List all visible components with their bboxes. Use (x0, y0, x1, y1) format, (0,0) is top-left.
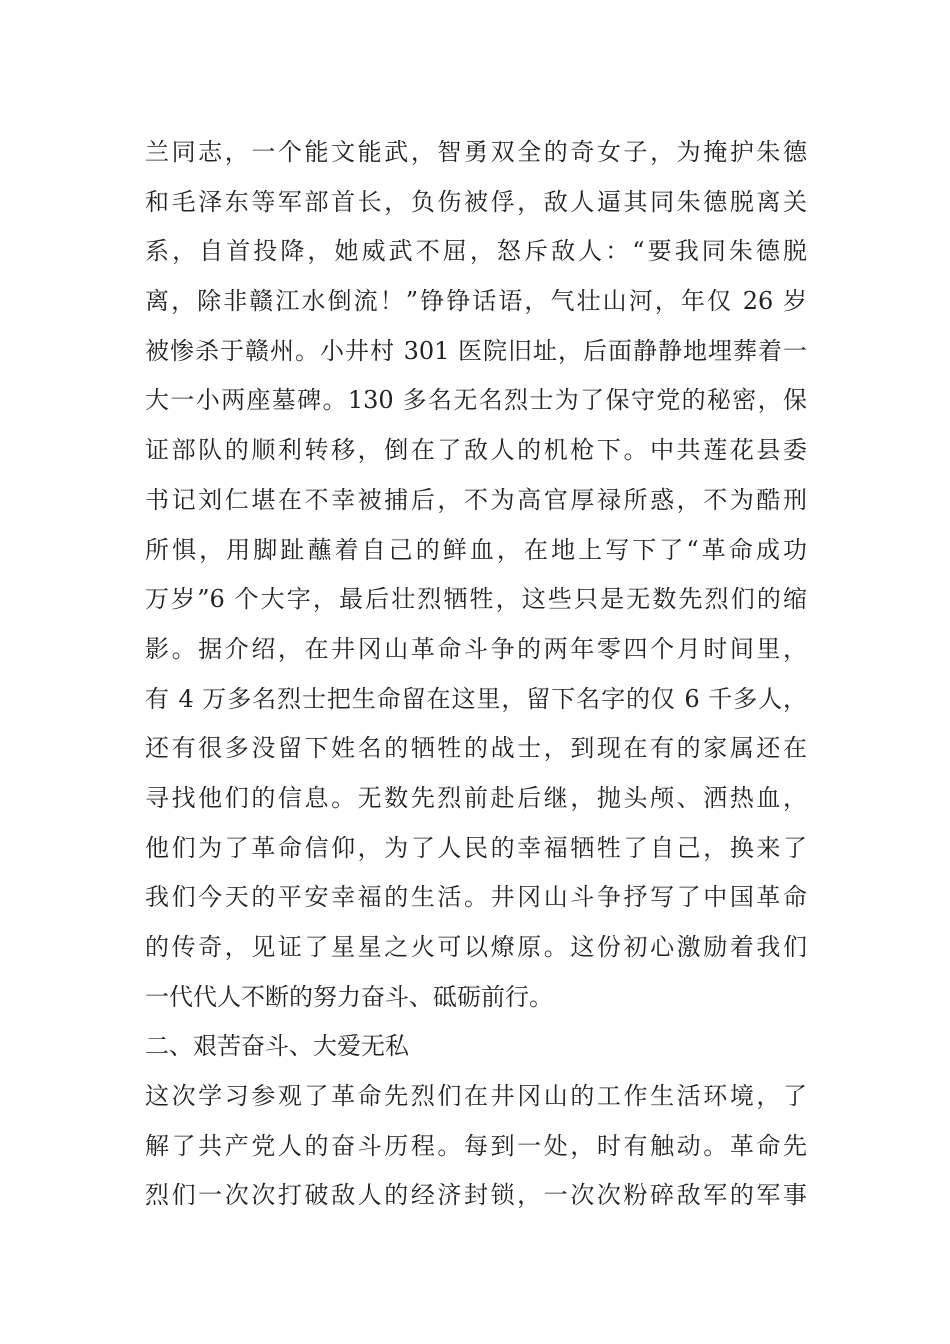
text-line: 有 4 万多名烈士把生命留在这里，留下名字的仅 6 千多人， (145, 684, 807, 713)
text-line: 他们为了革命信仰，为了人民的幸福牺牲了自己，换来了 (145, 833, 807, 862)
text-line: 烈们一次次打破敌人的经济封锁，一次次粉碎敌军的军事 (145, 1181, 807, 1210)
text-line: 所惧，用脚趾蘸着自己的鲜血，在地上写下了“革命成功 (145, 535, 807, 564)
text-line: 兰同志，一个能文能武，智勇双全的奇女子，为掩护朱德 (145, 138, 807, 166)
text-line: 和毛泽东等军部首长，负伤被俘，敌人逼其同朱德脱离关 (145, 187, 807, 216)
text-line: 被惨杀于赣州。小井村 301 医院旧址，后面静静地埋葬着一 (145, 336, 807, 365)
section-heading: 二、艰苦奋斗、大爱无私 (145, 1032, 409, 1061)
text-line: 离，除非赣江水倒流！”铮铮话语，气壮山河，年仅 26 岁 (145, 287, 807, 316)
document-body (145, 128, 807, 1221)
text-line: 书记刘仁堪在不幸被捕后，不为高官厚禄所惑，不为酷刑 (145, 485, 807, 514)
paragraph-1 (145, 128, 807, 1022)
text-line: 解了共产党人的奋斗历程。每到一处，时有触动。革命先 (145, 1131, 807, 1160)
text-line: 一代代人不断的努力奋斗、砥砺前行。 (145, 982, 553, 1011)
text-line: 寻找他们的信息。无数先烈前赴后继，抛头颅、洒热血， (145, 783, 807, 812)
text-line: 证部队的顺利转移，倒在了敌人的机枪下。中共莲花县委 (145, 436, 807, 465)
paragraph-2 (145, 1072, 807, 1221)
text-line: 大一小两座墓碑。130 多名无名烈士为了保守党的秘密，保 (145, 386, 807, 415)
text-line: 我们今天的平安幸福的生活。井冈山斗争抒写了中国革命 (145, 883, 807, 912)
text-line: 的传奇，见证了星星之火可以燎原。这份初心激励着我们 (145, 933, 807, 961)
text-line: 影。据介绍，在井冈山革命斗争的两年零四个月时间里， (145, 634, 807, 663)
text-line: 这次学习参观了革命先烈们在井冈山的工作生活环境，了 (145, 1082, 807, 1111)
text-line: 还有很多没留下姓名的牺牲的战士，到现在有的家属还在 (145, 734, 807, 763)
text-line: 系，自首投降，她威武不屈，怒斥敌人：“要我同朱德脱 (145, 237, 807, 266)
text-line: 万岁”6 个大字，最后壮烈牺牲，这些只是无数先烈们的缩 (145, 585, 807, 614)
